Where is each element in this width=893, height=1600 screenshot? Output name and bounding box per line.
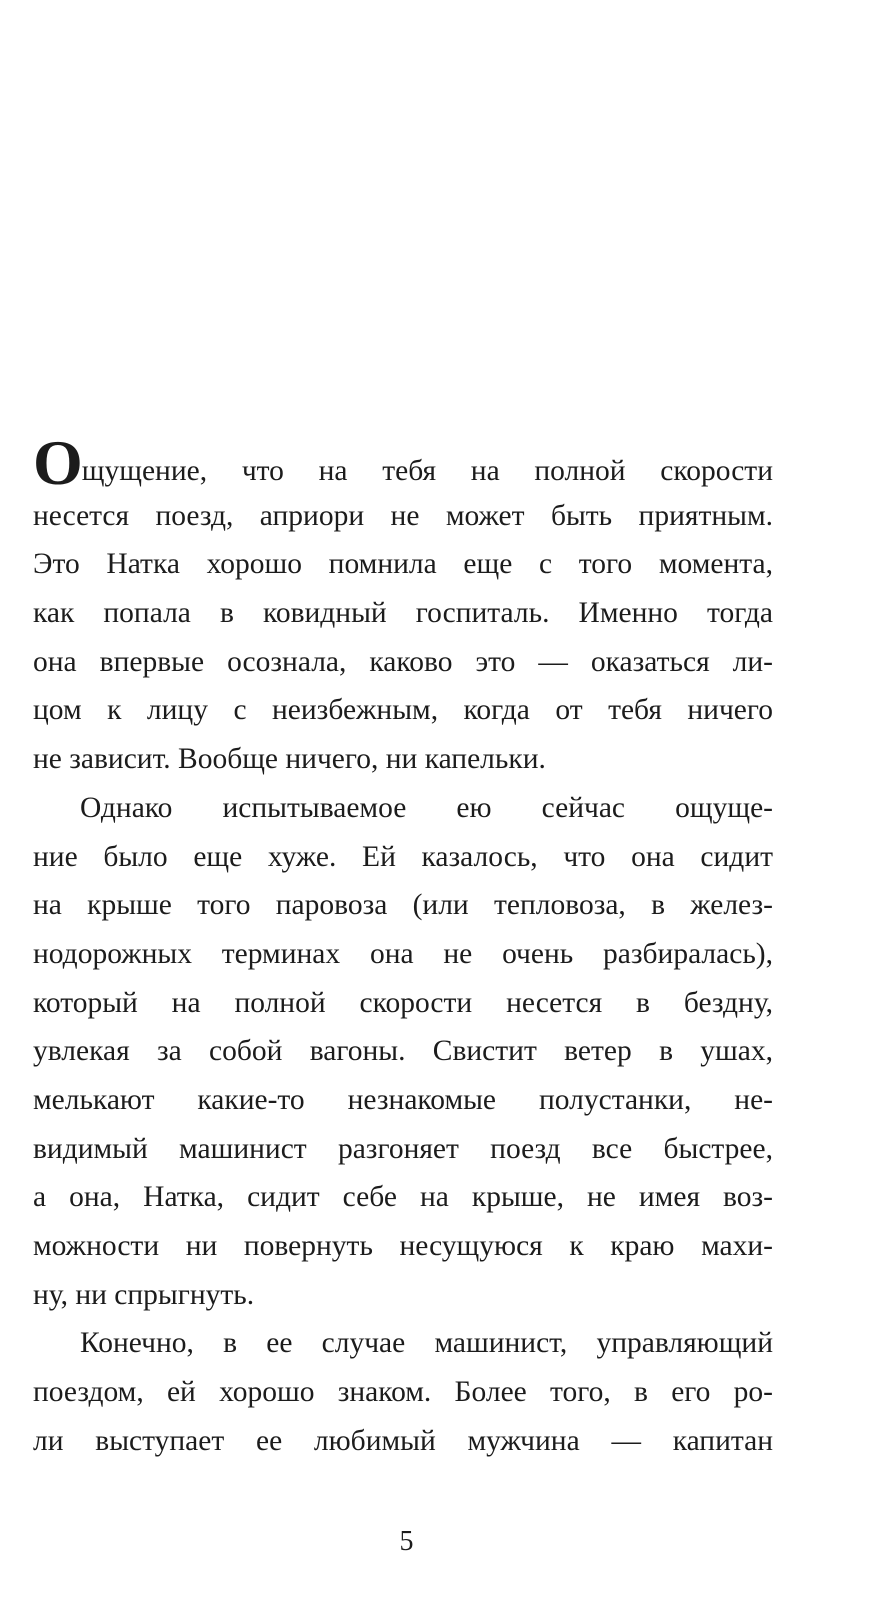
text-line-11: нодорожных терминах она не очень разбиралась),: [33, 937, 773, 970]
text-line-1: [33, 427, 773, 498]
text-line-15: видимый машинист разгоняет поезд все быстрее,: [33, 1132, 773, 1165]
text-line-7: не зависит. Вообще ничего, ни капельки.: [33, 743, 546, 776]
page-number: 5: [399, 1526, 414, 1557]
text-line-20: поездом, ей хорошо знаком. Более того, в его ро-: [33, 1376, 773, 1409]
text-line-5: она впервые осознала, каково это — оказаться ли-: [33, 645, 773, 678]
text-line-6: цом к лицу с неизбежным, когда от тебя ничего: [33, 694, 773, 727]
text-line-2: несется поезд, априори не может быть приятным.: [33, 499, 773, 532]
text-line-9: ние было еще хуже. Ей казалось, что она сидит: [33, 840, 773, 873]
first-line-text: щущение, что на тебя на полной скорости: [81, 455, 773, 487]
text-line-18: ну, ни спрыгнуть.: [33, 1278, 255, 1311]
text-line-13: увлекая за собой вагоны. Свистит ветер в ушах,: [33, 1035, 773, 1068]
text-line-21: ли выступает ее любимый мужчина — капитан: [33, 1424, 773, 1457]
text-line-8: Однако испытываемое ею сейчас ощуще-: [80, 791, 773, 824]
text-line-10: на крыше того паровоза (или тепловоза, в желез-: [33, 889, 773, 922]
text-line-16: а она, Натка, сидит себе на крыше, не имея воз-: [33, 1181, 773, 1214]
body-text: [33, 427, 773, 1465]
drop-cap: О: [33, 427, 82, 498]
text-line-12: который на полной скорости несется в бездну,: [33, 986, 773, 1019]
text-line-19: Конечно, в ее случае машинист, управляющий: [80, 1327, 773, 1360]
text-line-4: как попала в ковидный госпиталь. Именно тогда: [33, 597, 773, 630]
text-line-14: мелькают какие-то незнакомые полустанки, не-: [33, 1083, 773, 1116]
text-line-3: Это Натка хорошо помнила еще с того момента,: [33, 548, 773, 581]
text-line-17: можности ни повернуть несущуюся к краю махи-: [33, 1230, 773, 1262]
